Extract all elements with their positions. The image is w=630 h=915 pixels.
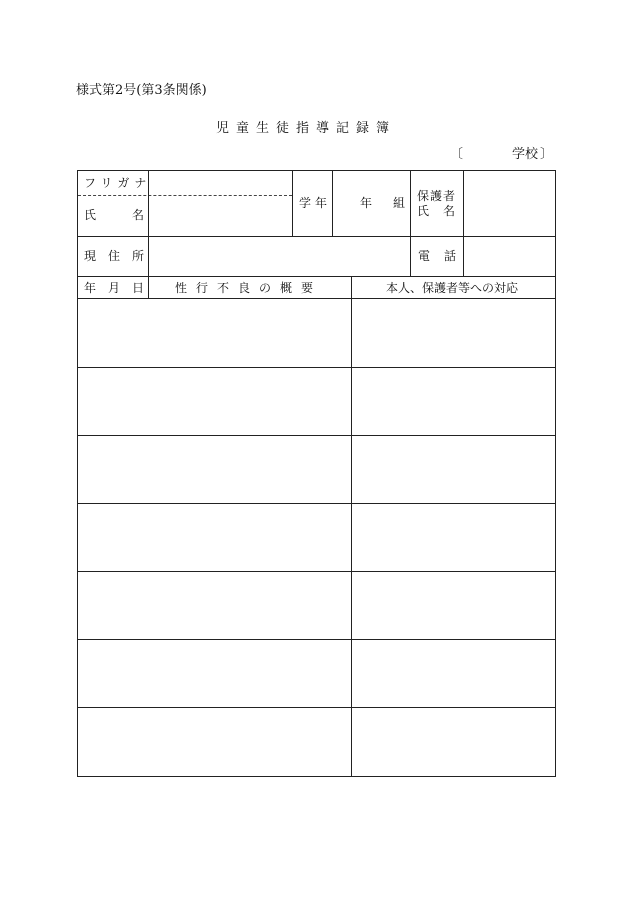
- col-divider-class: [410, 170, 411, 276]
- furigana-label: フリガナ: [84, 176, 152, 190]
- col-divider-summary: [351, 276, 352, 776]
- table-row-divider: [77, 503, 556, 504]
- furigana-divider: [78, 195, 292, 196]
- school-label: 学校: [512, 147, 539, 162]
- grade-label: 学年: [299, 196, 332, 210]
- address-label: 現住所: [84, 249, 157, 263]
- phone-label: 電話: [418, 249, 471, 263]
- document-title: 児童生徒指導記録簿: [216, 121, 397, 136]
- table-header-date: 年月日: [84, 281, 157, 295]
- school-bracket-close: 〕: [540, 147, 554, 162]
- class-label: 組: [393, 196, 406, 210]
- guardian-label-line2: 氏名: [417, 204, 470, 218]
- table-row-divider: [77, 639, 556, 640]
- guardian-label-line1: 保護者: [417, 189, 457, 203]
- table-row-divider: [77, 435, 556, 436]
- border-right: [555, 170, 556, 777]
- table-row-divider: [77, 367, 556, 368]
- col-divider-grade: [332, 170, 333, 236]
- year-label: 年: [360, 196, 373, 210]
- form-number: 様式第2号(第3条関係): [76, 83, 207, 98]
- header-divider: [77, 298, 556, 299]
- table-row-divider: [77, 571, 556, 572]
- table-header-summary: 性行不良の概要: [175, 281, 323, 295]
- school-bracket-open: 〔: [450, 147, 464, 162]
- table-header-response: 本人、保護者等への対応: [386, 281, 519, 295]
- col-divider-name: [292, 170, 293, 236]
- name-label: 氏名: [84, 208, 181, 222]
- border-left: [77, 170, 78, 777]
- border-bottom: [77, 776, 556, 777]
- table-row-divider: [77, 707, 556, 708]
